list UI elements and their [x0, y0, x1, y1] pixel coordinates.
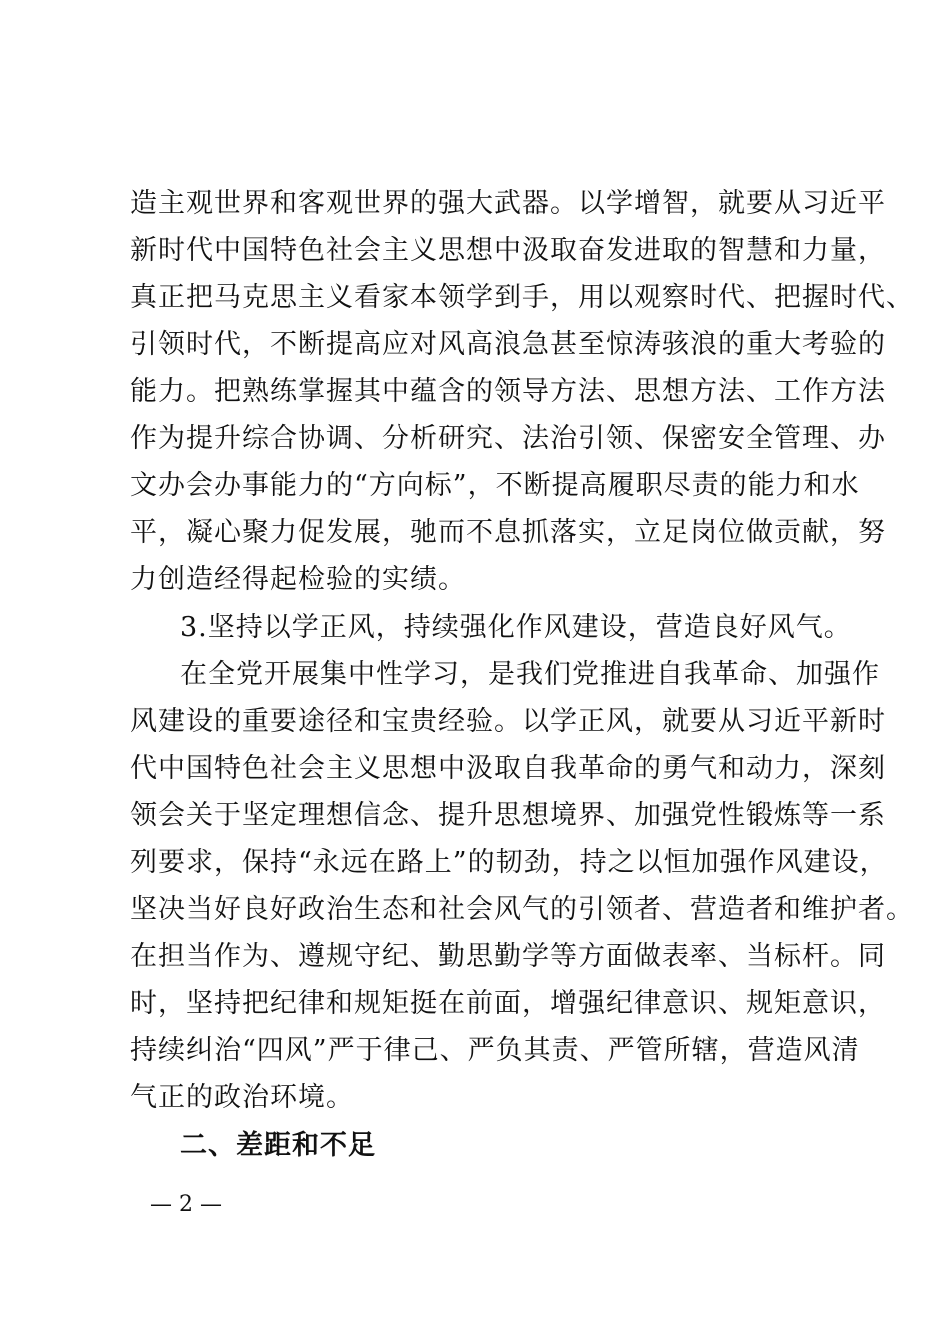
body-text-line: 力创造经得起检验的实绩。 [130, 564, 466, 595]
body-text-line: 列要求，保持“永远在路上”的韧劲，持之以恒加强作风建设， [130, 847, 888, 878]
body-text-line: 平，凝心聚力促发展，驰而不息抓落实，立足岗位做贡献，努 [130, 517, 886, 548]
section-heading: 二、差距和不足 [180, 1130, 376, 1161]
body-text-line: 持续纠治“四风”严于律己、严负其责、严管所辖，营造风清 [130, 1035, 860, 1066]
body-text-line: 气正的政治环境。 [130, 1082, 354, 1113]
body-text-line: 引领时代，不断提高应对风高浪急甚至惊涛骇浪的重大考验的 [130, 329, 886, 360]
body-text-line: 作为提升综合协调、分析研究、法治引领、保密安全管理、办 [130, 423, 886, 454]
body-text-line: 风建设的重要途径和宝贵经验。以学正风，就要从习近平新时 [130, 706, 886, 737]
body-text-line: 时，坚持把纪律和规矩挺在前面，增强纪律意识、规矩意识， [130, 988, 886, 1019]
body-text-line: 在担当作为、遵规守纪、勤思勤学等方面做表率、当标杆。同 [130, 941, 886, 972]
body-text-line: 能力。把熟练掌握其中蕴含的领导方法、思想方法、工作方法 [130, 376, 886, 407]
body-text-line: 造主观世界和客观世界的强大武器。以学增智，就要从习近平 [130, 188, 886, 219]
body-text-line: 文办会办事能力的“方向标”，不断提高履职尽责的能力和水 [130, 470, 860, 501]
body-text-line: 新时代中国特色社会主义思想中汲取奋发进取的智慧和力量， [130, 235, 886, 266]
paragraph-first-line: 在全党开展集中性学习，是我们党推进自我革命、加强作 [180, 659, 880, 690]
page-number: — 2 — [150, 1192, 222, 1217]
section-subheading: 3.坚持以学正风，持续强化作风建设，营造良好风气。 [180, 612, 852, 643]
body-text-line: 真正把马克思主义看家本领学到手，用以观察时代、把握时代、 [130, 282, 914, 313]
body-text-line: 坚决当好良好政治生态和社会风气的引领者、营造者和维护者。 [130, 894, 914, 925]
body-text-line: 领会关于坚定理想信念、提升思想境界、加强党性锻炼等一系 [130, 800, 886, 831]
body-text-line: 代中国特色社会主义思想中汲取自我革命的勇气和动力，深刻 [130, 753, 886, 784]
